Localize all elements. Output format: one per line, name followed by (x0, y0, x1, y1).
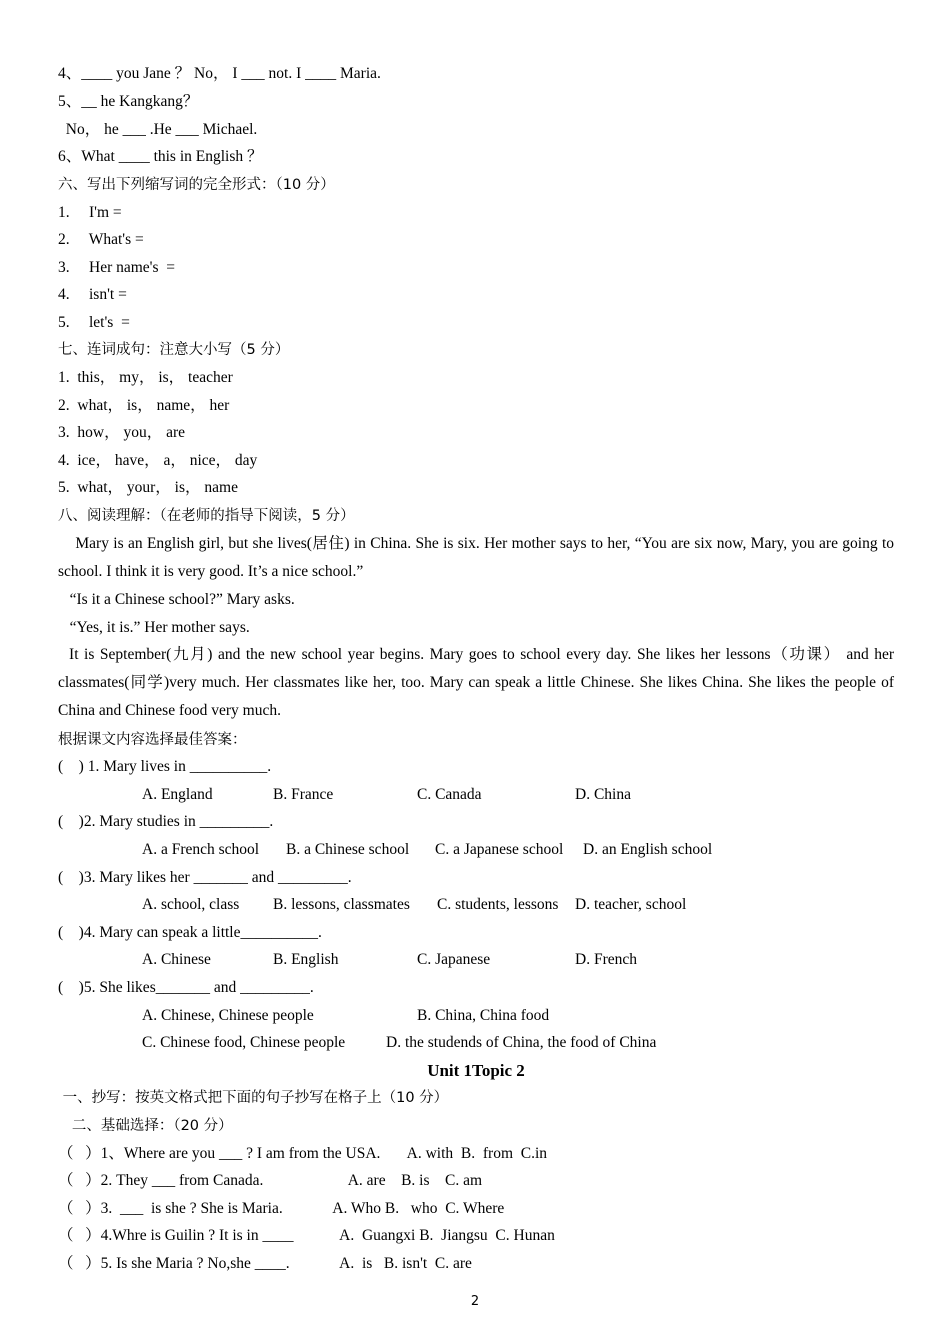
option: C. Canada (417, 786, 482, 803)
option: D. French (575, 951, 637, 968)
list-item: 3. how， you， are (58, 424, 185, 441)
choice-question: （ ）5. Is she Maria ? No,she ____. A. is B. isn't C. are (58, 1255, 472, 1272)
option: D. an English school (583, 841, 713, 858)
list-item: 3. Her name's = (58, 259, 175, 276)
instruction: 根据课文内容选择最佳答案： (58, 732, 247, 748)
option: A. school, class (142, 896, 240, 913)
question: ( )5. She likes_______ and _________. (58, 979, 314, 996)
text-line: 4、____ you Jane ？ No， I ___ not. I ____ Maria. (58, 65, 381, 82)
question: ( ) 1. Mary lives in __________. (58, 758, 272, 775)
option: D. the studends of China, the food of China (386, 1034, 657, 1051)
section-heading: 七、连词成句：注意大小写（5 分） (58, 342, 290, 358)
option: A. Chinese, Chinese people (142, 1007, 314, 1024)
option: A. England (142, 786, 213, 803)
list-item: 2. What's = (58, 231, 144, 248)
list-item: 2. what， is， name， her (58, 397, 230, 414)
option: B. France (273, 786, 334, 803)
list-item: 4. ice， have， a， nice， day (58, 452, 258, 469)
option: C. Chinese food, Chinese people (142, 1034, 346, 1051)
section-heading: 八、阅读理解：（在老师的指导下阅读，5 分） (58, 508, 355, 524)
list-item: 4. isn't = (58, 286, 127, 303)
option: B. China, China food (417, 1007, 550, 1024)
choice-question: （ ）3. ___ is she ? She is Maria. A. Who B. who C. Where (58, 1200, 505, 1217)
page-number: 2 (470, 1294, 480, 1309)
option: C. students, lessons (437, 896, 559, 913)
reading-paragraph: “Is it a Chinese school?” Mary asks. (58, 591, 295, 608)
option: A. Chinese (142, 951, 211, 968)
question: ( )3. Mary likes her _______ and _________. (58, 869, 352, 886)
option: B. English (273, 951, 339, 968)
option: B. a Chinese school (286, 841, 410, 858)
text-line: 6、What ____ this in English ？ (58, 148, 263, 165)
option: A. a French school (142, 841, 260, 858)
choice-question: （ ）2. They ___ from Canada. A. are B. is C. am (58, 1172, 483, 1189)
question: ( )4. Mary can speak a little__________. (58, 924, 322, 941)
choice-question: （ ）1、Where are you ___ ? I am from the USA. A. with B. from C.in (58, 1145, 548, 1162)
reading-paragraph: “Yes, it is.” Her mother says. (58, 619, 250, 636)
section-heading: 一、抄写：按英文格式把下面的句子抄写在格子上（10 分） (58, 1090, 449, 1106)
option: C. Japanese (417, 951, 491, 968)
list-item: 1. this， my， is， teacher (58, 369, 233, 386)
reading-paragraph: Mary is an English girl, but she lives(居住) in China. She is six. Her mother says to her, “You are six now, Mary, you are going to school. I think it is very good. It’s a nice school.” (58, 535, 898, 580)
reading-paragraph: It is September(九月) and the new school year begins. Mary goes to school every day. She likes her lessons（功课） and her classmates(同学)very much. Her classmates like her, too. Mary can speak a little Chinese. She likes China. She likes the people of China and Chinese food very much. (58, 646, 898, 719)
list-item: 1. I'm = (58, 204, 122, 221)
list-item: 5. let's = (58, 314, 130, 331)
unit-title: Unit 1Topic 2 (427, 1061, 525, 1080)
option: D. China (575, 786, 631, 803)
text-line: No， he ___ .He ___ Michael. (58, 121, 258, 138)
option: B. lessons, classmates (273, 896, 410, 913)
choice-question: （ ）4.Whre is Guilin ? It is in ____ A. Guangxi B. Jiangsu C. Hunan (58, 1227, 555, 1244)
section-heading: 二、基础选择：（20 分） (58, 1118, 233, 1134)
question: ( )2. Mary studies in _________. (58, 813, 274, 830)
section-heading: 六、写出下列缩写词的完全形式：（10 分） (58, 177, 335, 193)
list-item: 5. what， your， is， name (58, 479, 238, 496)
option: C. a Japanese school (435, 841, 564, 858)
option: D. teacher, school (575, 896, 687, 913)
text-line: 5、__ he Kangkang？ (58, 93, 199, 110)
